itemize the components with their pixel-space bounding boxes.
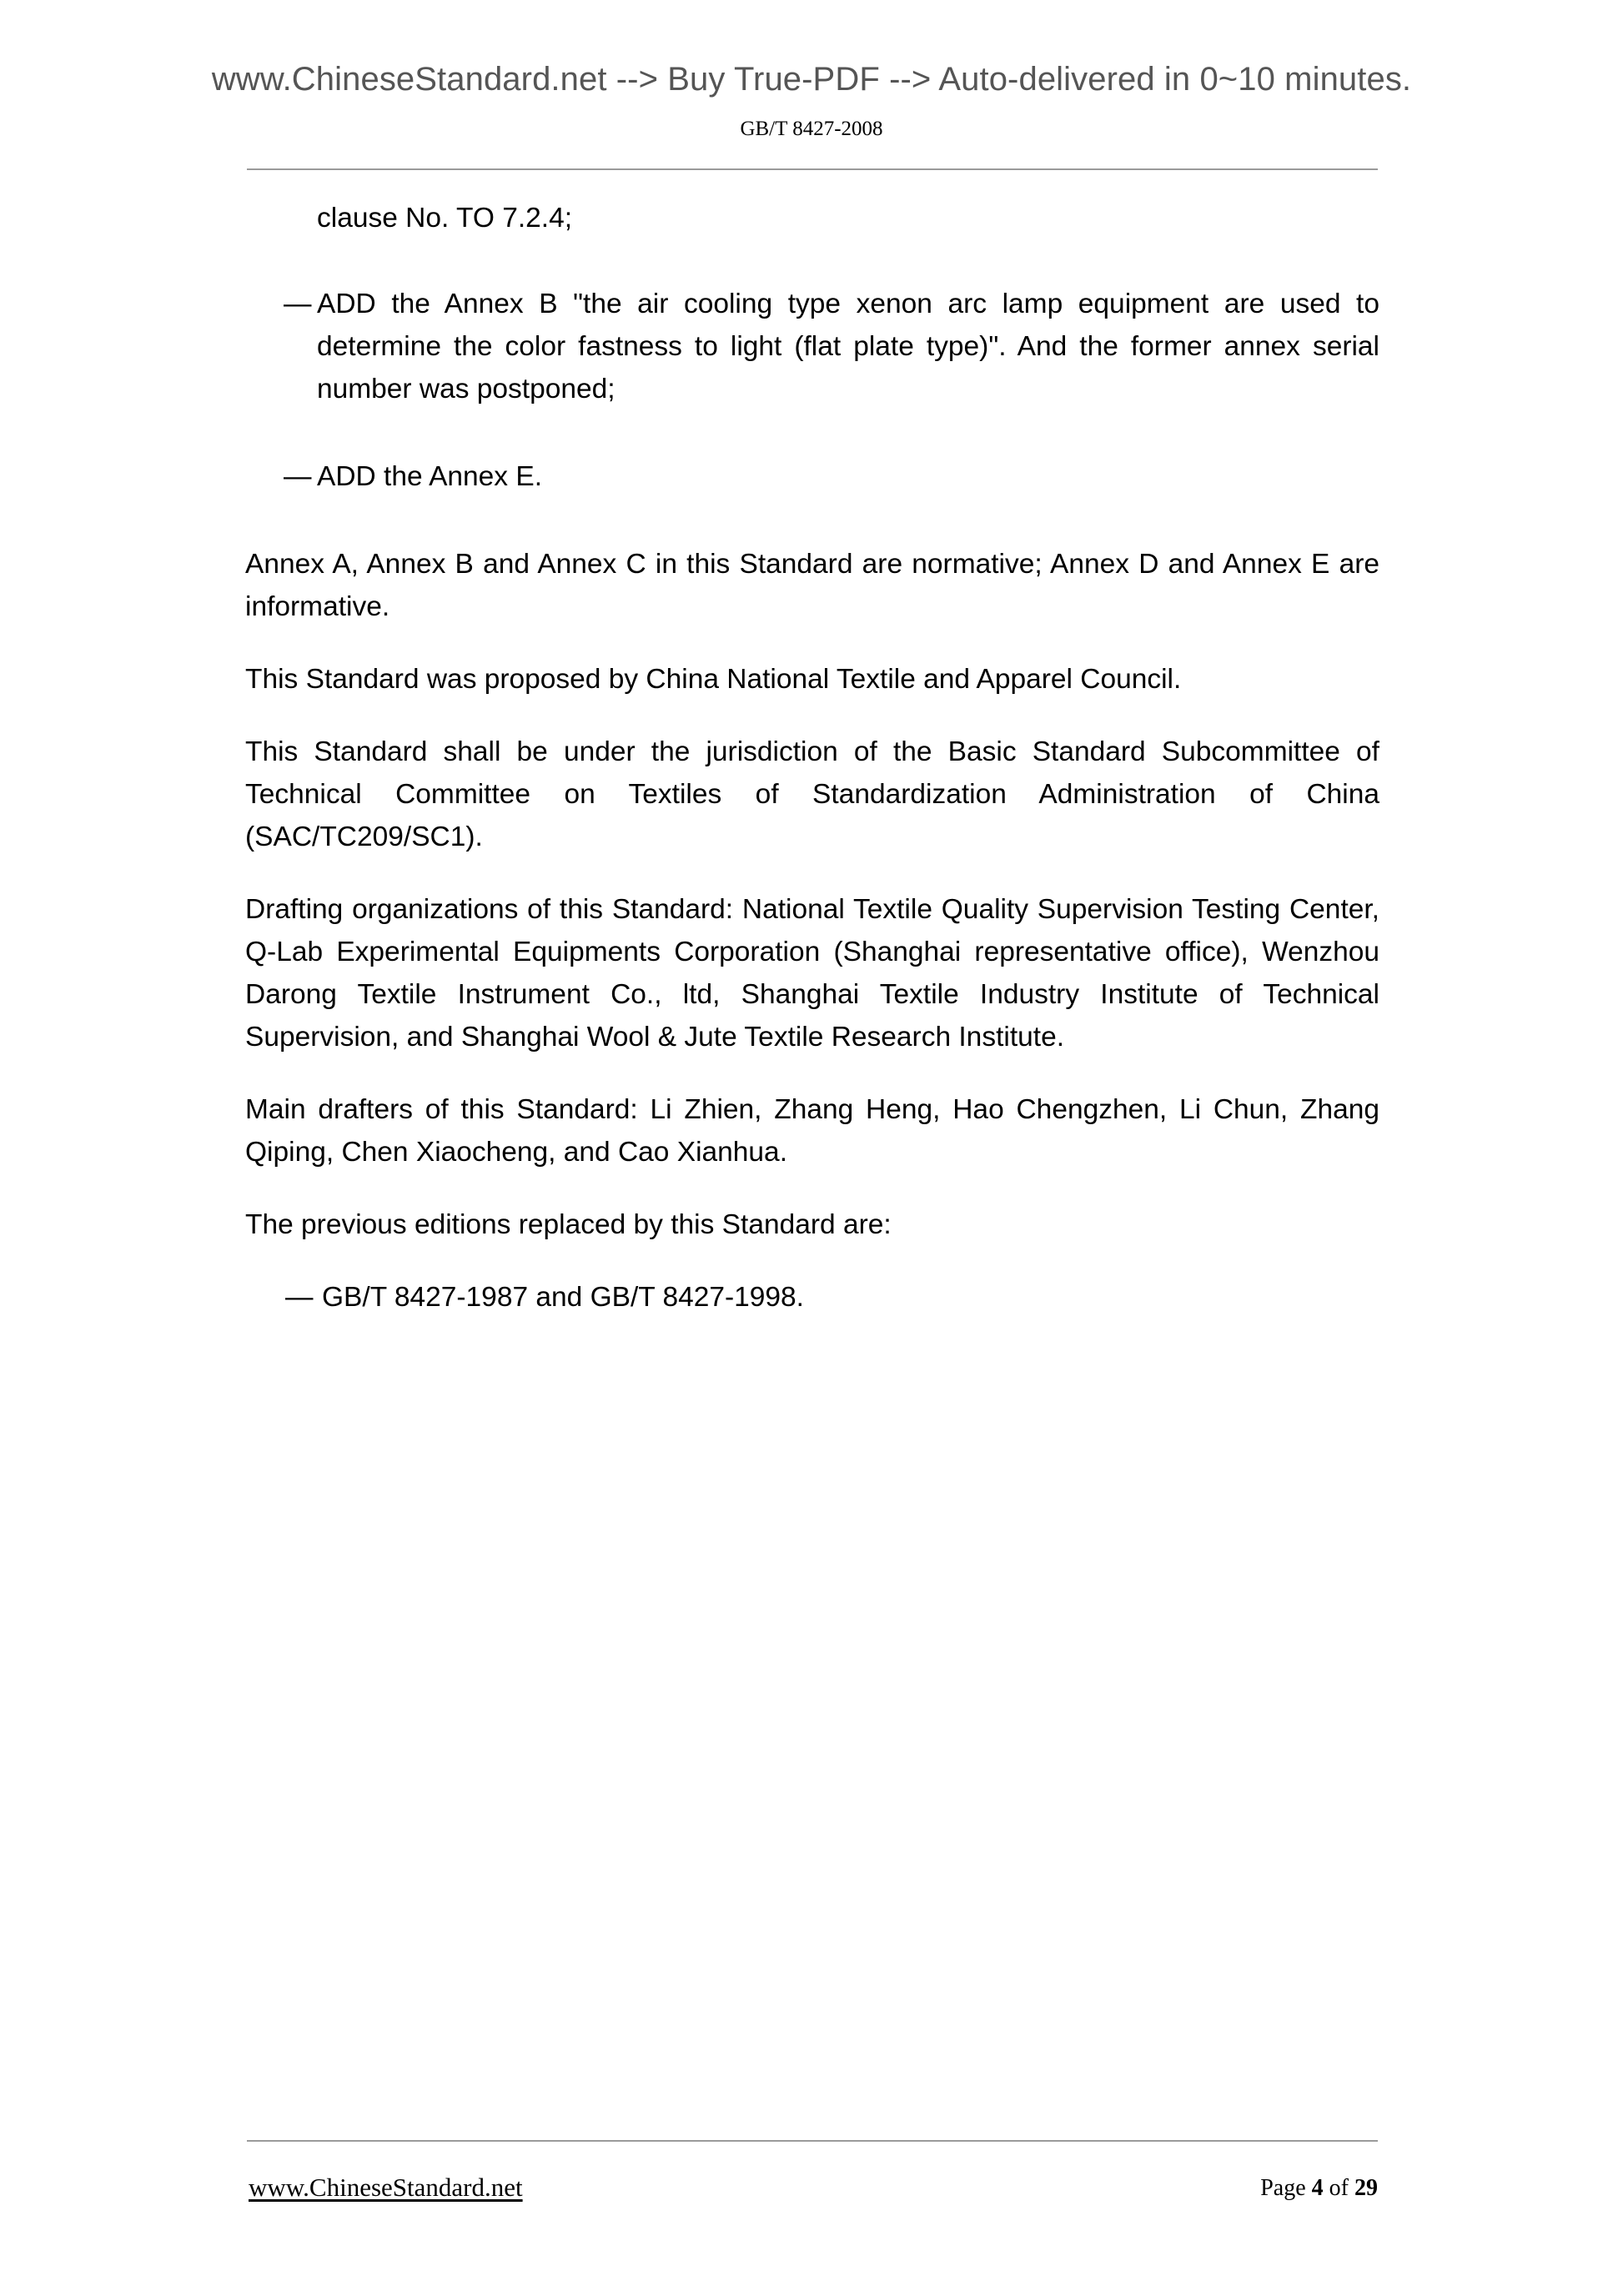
paragraph-main-drafters: Main drafters of this Standard: Li Zhien, Zhang Heng, Hao Chengzhen, Li Chun, Zhang Qiping, Chen Xiaocheng, and Cao Xianhua. (245, 1094, 1379, 1168)
list-item-text: ADD the Annex B "the air cooling type xenon arc lamp equipment are used to determine the color fastness to light (flat plate type)". And the former annex serial number was postponed; (317, 289, 1379, 404)
footer-page-number: 4 (1311, 2175, 1324, 2201)
spacer (245, 528, 1379, 543)
list-item-add-annex-e (245, 455, 1379, 498)
document-body (245, 197, 1379, 1349)
footer-page-total: 29 (1354, 2175, 1378, 2201)
footer-divider (247, 2140, 1378, 2142)
spacer (245, 440, 1379, 455)
list-item-text: GB/T 8427-1987 and GB/T 8427-1998. (322, 1282, 804, 1313)
header-standard-number: GB/T 8427-2008 (740, 118, 883, 140)
list-item-add-annex-b (245, 283, 1379, 410)
paragraph-drafting-organizations: Drafting organizations of this Standard: National Textile Quality Supervision Testing Center, Q-Lab Experimental Equipments Corporation (Shanghai representative office), Wenzhou Darong Textile Instrument Co., ltd, Shanghai Textile Industry Institute of Technical Supervision, and Shanghai Wool & Jute Textile Research Institute. (245, 894, 1379, 1053)
footer-page-middle: of (1329, 2175, 1349, 2201)
list-item-previous-editions (245, 1276, 1379, 1319)
em-dash-bullet-icon: — (284, 461, 312, 492)
em-dash-bullet-icon: — (284, 289, 312, 319)
footer-page-indicator (1260, 2176, 1378, 2202)
header-watermark: www.ChineseStandard.net --> Buy True-PDF --> Auto-delivered in 0~10 minutes. (211, 61, 1412, 98)
clause-continuation-line: clause No. TO 7.2.4; (317, 203, 573, 234)
paragraph-proposed-by: This Standard was proposed by China National Textile and Apparel Council. (245, 664, 1182, 695)
paragraph-previous-editions-intro: The previous editions replaced by this Standard are: (245, 1209, 892, 1240)
em-dash-bullet-icon: — (285, 1282, 314, 1313)
paragraph-annex-normative-informative: Annex A, Annex B and Annex C in this Standard are normative; Annex D and Annex E are informative. (245, 549, 1379, 622)
paragraph-jurisdiction: This Standard shall be under the jurisdiction of the Basic Standard Subcommittee of Technical Committee on Textiles of Standardization Administration of China (SAC/TC209/SC1). (245, 736, 1379, 852)
header-divider (247, 168, 1378, 170)
list-item-text: ADD the Annex E. (317, 461, 543, 492)
footer-site-link[interactable]: www.ChineseStandard.net (249, 2173, 523, 2202)
footer-page-prefix: Page (1260, 2175, 1306, 2201)
